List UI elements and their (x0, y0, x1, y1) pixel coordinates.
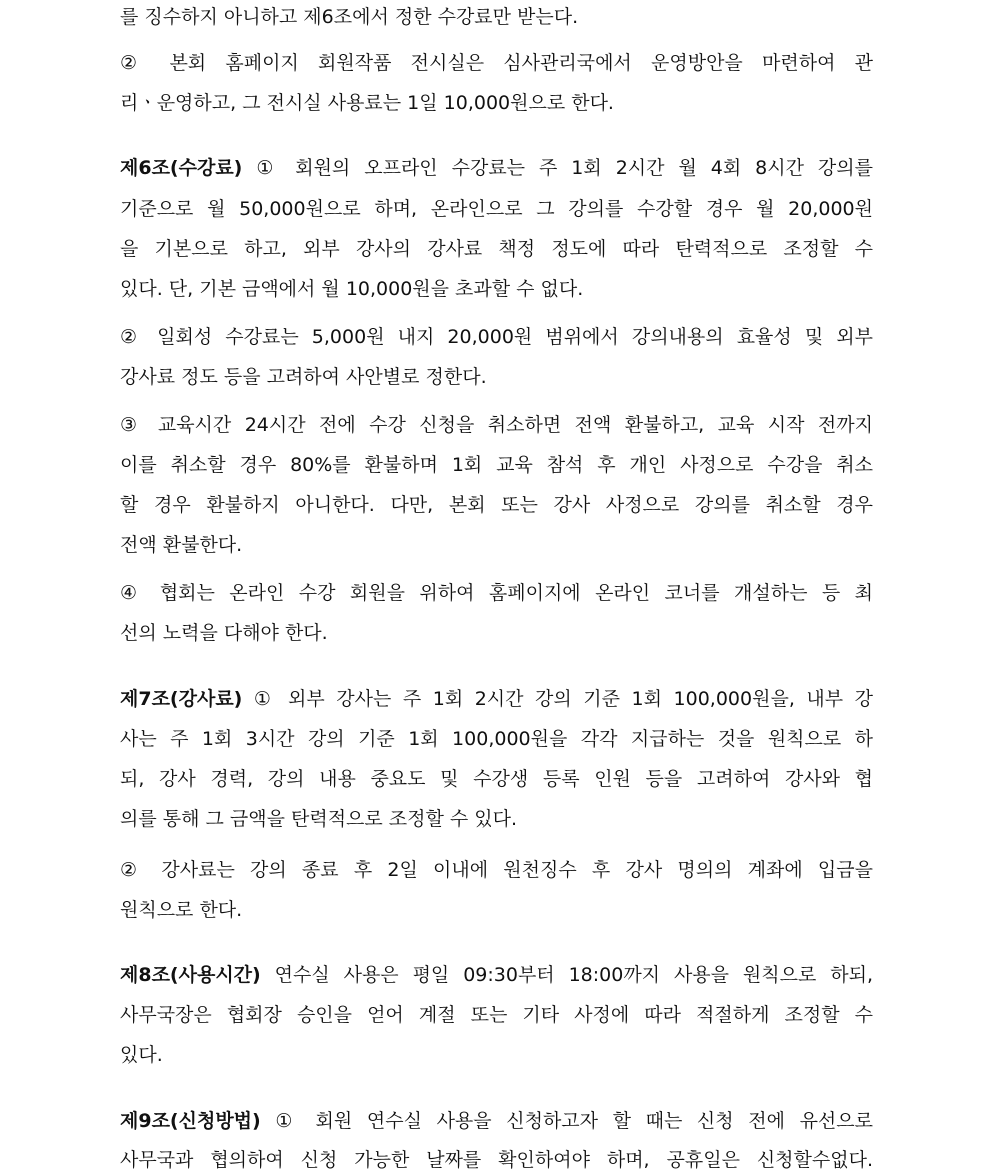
text-line: 리ㆍ운영하고, 그 전시실 사용료는 1일 10,000원으로 한다. (120, 92, 614, 114)
article-9-heading-line: 제9조(신청방법) ① 회원 연수실 사용을 신청하고자 할 때는 신청 전에 유선으로 (120, 1110, 873, 1132)
text-line: ② 강사료는 강의 종료 후 2일 이내에 원천징수 후 강사 명의의 계좌에 입금을 (120, 859, 873, 881)
text-line: 선의 노력을 다해야 한다. (120, 622, 328, 644)
text-line: ② 일회성 수강료는 5,000원 내지 20,000원 범위에서 강의내용의 효율성 및 외부 (120, 326, 873, 348)
article-title: 제9조(신청방법) (120, 1110, 261, 1132)
text-line: 사무국과 협의하여 신청 가능한 날짜를 확인하여야 하며, 공휴일은 신청할수없다. (120, 1149, 873, 1171)
text-line: 의를 통해 그 금액을 탄력적으로 조정할 수 있다. (120, 808, 518, 830)
text-line: 을 기본으로 하고, 외부 강사의 강사료 책정 정도에 따라 탄력적으로 조정할 수 (120, 238, 873, 260)
article-title: 제7조(강사료) (120, 688, 243, 710)
text-line: 이를 취소할 경우 80%를 환불하며 1회 교육 참석 후 개인 사정으로 수강을 취소 (120, 454, 873, 476)
text-line: 사는 주 1회 3시간 강의 기준 1회 100,000원을 각각 지급하는 것을 원칙으로 하 (120, 728, 873, 750)
text-line: ④ 협회는 온라인 수강 회원을 위하여 홈페이지에 온라인 코너를 개설하는 등 최 (120, 582, 873, 604)
article-7-heading-line: 제7조(강사료) ① 외부 강사는 주 1회 2시간 강의 기준 1회 100,000원을, 내부 강 (120, 688, 873, 710)
text-line: 사무국장은 협회장 승인을 얻어 계절 또는 기타 사정에 따라 적절하게 조정할 수 (120, 1004, 873, 1026)
text-line: ③ 교육시간 24시간 전에 수강 신청을 취소하면 전액 환불하고, 교육 시작 전까지 (120, 414, 873, 436)
text-line: 되, 강사 경력, 강의 내용 중요도 및 수강생 등록 인원 등을 고려하여 강사와 협 (120, 768, 873, 790)
text-line: 강사료 정도 등을 고려하여 사안별로 정한다. (120, 366, 487, 388)
text-line: ② 본회 홈페이지 회원작품 전시실은 심사관리국에서 운영방안을 마련하여 관 (120, 52, 873, 74)
article-6-heading-line: 제6조(수강료) ① 회원의 오프라인 수강료는 주 1회 2시간 월 4회 8시간 강의를 (120, 157, 873, 179)
text-line: 원칙으로 한다. (120, 899, 243, 921)
text-line: 있다. 단, 기본 금액에서 월 10,000원을 초과할 수 없다. (120, 278, 584, 300)
text-line: 있다. (120, 1044, 163, 1066)
text-line: 를 징수하지 아니하고 제6조에서 정한 수강료만 받는다. (120, 6, 579, 28)
article-title: 제6조(수강료) (120, 157, 243, 179)
text-line: 전액 환불한다. (120, 534, 243, 556)
article-title: 제8조(사용시간) (120, 964, 261, 986)
text-line: 기준으로 월 50,000원으로 하며, 온라인으로 그 강의를 수강할 경우 월 20,000원 (120, 198, 873, 220)
text-line: 할 경우 환불하지 아니한다. 다만, 본회 또는 강사 사정으로 강의를 취소할 경우 (120, 494, 873, 516)
article-8-heading-line: 제8조(사용시간) 연수실 사용은 평일 09:30부터 18:00까지 사용을 원칙으로 하되, (120, 964, 873, 986)
